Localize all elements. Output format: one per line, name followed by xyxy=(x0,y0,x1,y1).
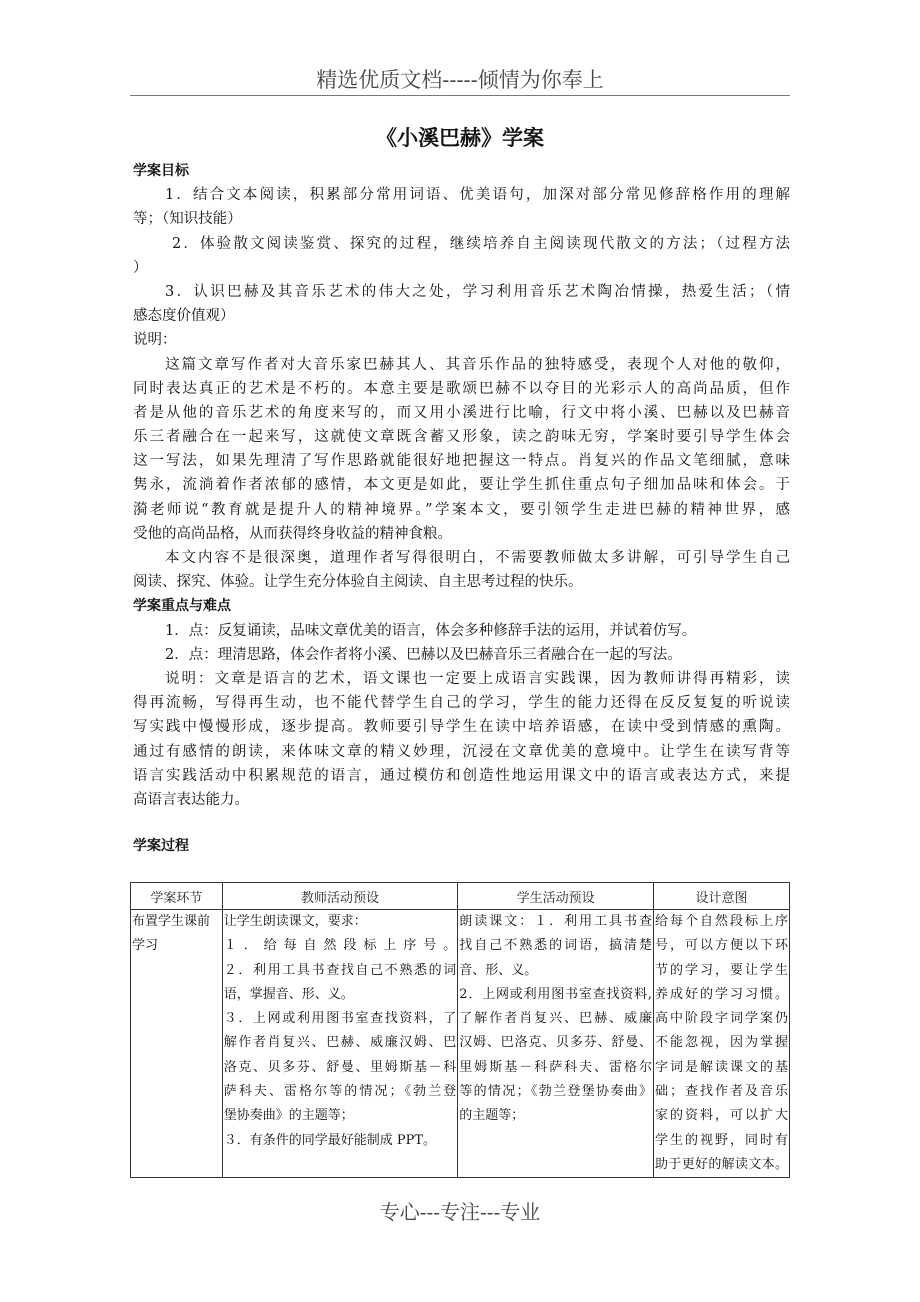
cell-line: 家的资料，可以扩大 xyxy=(655,1108,788,1124)
page-footer: 专心---专注---专业 xyxy=(379,1200,541,1224)
cell-student-activity xyxy=(458,910,654,1178)
cell-line: 学生的视野，同时有 xyxy=(655,1132,788,1148)
section-heading-process: 学案过程 xyxy=(133,838,189,854)
cell-line: 堡协奏曲》的主题等； xyxy=(223,1108,354,1124)
cell-line: 音、形、义。 xyxy=(459,962,538,978)
cell-line: １．给每自然段标上序号。 xyxy=(223,938,457,954)
goal-line: 感态度价值观） xyxy=(133,308,235,325)
goal-line: 1．结合文本阅读，积累部分常用词语、优美语句，加深对部分常见修辞格作用的理解 xyxy=(165,187,790,204)
cell-line: 了解作者肖复兴、巴赫、威廉 xyxy=(459,1011,653,1027)
explain-line: 漪老师说“教育就是提升人的精神境界。”学案本文，要引领学生走进巴赫的精神世界，感 xyxy=(133,501,790,518)
explain-line: 同时表达真正的艺术是不朽的。本意主要是歌颂巴赫不以夺目的光彩示人的高尚品质，但作 xyxy=(133,380,790,397)
explain-line: 这篇文章写作者对大音乐家巴赫其人、其音乐作品的独特感受，表现个人对他的敬仰， xyxy=(165,356,790,373)
cell-teacher-activity xyxy=(222,910,458,1178)
table-row xyxy=(131,910,790,1178)
cell-line: 语，掌握音、形、义。 xyxy=(223,986,354,1002)
header-rule xyxy=(130,95,790,96)
section-heading-key-points: 学案重点与难点 xyxy=(133,598,231,615)
key-point-line: 语言实践活动中积累规范的语言，通过模仿和创造性地运用课文中的语言或表达方式，来提 xyxy=(133,767,790,784)
key-point-line: 1．点：反复诵读，品味文章优美的语言，体会多种修辞手法的运用，并试着仿写。 xyxy=(165,622,697,639)
goal-line: 等；（知识技能） xyxy=(133,211,242,228)
goal-line: 2．体验散文阅读鉴赏、探究的过程，继续培养自主阅读现代散文的方法；（过程方法 xyxy=(172,235,790,252)
cell-line: 汉姆、巴洛克、贝多芬、舒曼、 xyxy=(459,1035,653,1051)
cell-line: 布置学生课前 xyxy=(132,914,211,929)
explain-heading: 说明： xyxy=(133,332,177,349)
cell-line: 解作者肖复兴、巴赫、威廉汉姆、巴 xyxy=(223,1035,457,1051)
explain-line: 本文内容不是很深奥，道理作者写得很明白，不需要教师做太多讲解，可引导学生自己 xyxy=(165,550,790,566)
explain-line: 隽永，流淌着作者浓郁的感情，本文更是如此，要让学生抓住重点句子细加品味和体会。于 xyxy=(133,477,790,494)
cell-line: 2．上网或利用图书室查找资料, xyxy=(459,986,653,1002)
cell-line: 里姆斯基－科萨科夫、雷格尔 xyxy=(459,1059,653,1075)
cell-line: 萨科夫、雷格尔等的情况；《勃兰登 xyxy=(223,1084,457,1100)
cell-line: 高中阶段字词学案仍 xyxy=(655,1011,788,1027)
goal-line: ） xyxy=(133,259,148,276)
explain-line: 受他的高尚品格，从而获得终身收益的精神食粮。 xyxy=(133,525,452,542)
cell-stage xyxy=(131,910,223,1178)
explain-line: 者是从他的音乐艺术的角度来写的，而又用小溪进行比喻，行文中将小溪、巴赫以及巴赫音 xyxy=(133,404,790,421)
cell-line: 给每个自然段标上序 xyxy=(655,914,788,929)
column-header: 设计意图 xyxy=(654,883,790,910)
cell-line: 助于更好的解读文本。 xyxy=(655,1156,788,1172)
key-point-line: 通过有感情的朗读，来体味文章的精义妙理，沉浸在文章优美的意境中。让学生在读写背等 xyxy=(133,743,790,760)
cell-line: 学习 xyxy=(132,938,159,954)
key-point-line: 写实践中慢慢形成，逐步提高。教师要引导学生在读中培养语感，在读中受到情感的熏陶。 xyxy=(133,719,790,736)
cell-design-intent xyxy=(654,910,790,1178)
page-header: 精选优质文档-----倾情为你奉上 xyxy=(316,68,604,92)
cell-line: 等的情况；《勃兰登堡协奏曲》 xyxy=(459,1084,653,1100)
key-point-line: 高语言表达能力。 xyxy=(133,791,249,808)
cell-line: 朗读课文：１．利用工具书查 xyxy=(459,914,653,929)
cell-line: ３．有条件的同学最好能制成 PPT。 xyxy=(223,1132,437,1148)
goal-line: 3．认识巴赫及其音乐艺术的伟大之处，学习利用音乐艺术陶冶情操，热爱生活；（情 xyxy=(165,283,790,300)
column-header: 学生活动预设 xyxy=(458,883,654,910)
cell-line: 号，可以方便以下环 xyxy=(655,938,788,954)
cell-line: 不能忽视，因为掌握 xyxy=(655,1035,788,1051)
section-heading-goals: 学案目标 xyxy=(133,163,189,179)
key-point-line: 说明：文章是语言的艺术，语文课也一定要上成语言实践课，因为教师讲得再精彩，读 xyxy=(165,670,790,687)
process-table xyxy=(130,882,790,1178)
cell-line: ３．上网或利用图书室查找资料，了 xyxy=(223,1011,457,1027)
key-point-line: 得再流畅，写得再生动，也不能代替学生自己的学习，学生的能力还得在反反复复的听说读 xyxy=(133,695,790,712)
column-header: 学案环节 xyxy=(131,883,223,910)
cell-line: 找自己不熟悉的词语，搞清楚 xyxy=(459,938,653,954)
explain-line: 乐三者融合在一起来写，这就使文章既含蓄又形象，读之韵味无穷，学案时要引导学生体会 xyxy=(133,429,790,446)
table-header-row xyxy=(131,883,790,910)
explain-line: 这一写法，如果先理清了写作思路就能很好地把握这一特点。肖复兴的作品文笔细腻，意味 xyxy=(133,453,790,470)
cell-line: 字词是解读课文的基 xyxy=(655,1059,788,1075)
key-point-line: 2．点：理清思路，体会作者将小溪、巴赫以及巴赫音乐三者融合在一起的写法。 xyxy=(165,646,682,663)
cell-line: 节的学习，要让学生 xyxy=(655,962,788,978)
document-body xyxy=(133,159,790,812)
cell-line: ２．利用工具书查找自己不熟悉的词 xyxy=(223,962,457,978)
cell-line: 的主题等； xyxy=(459,1108,525,1124)
cell-line: 让学生朗读课文，要求： xyxy=(223,914,367,929)
explain-line: 阅读、探究、体验。让学生充分体验自主阅读、自主思考过程的快乐。 xyxy=(133,574,583,591)
cell-line: 础；查找作者及音乐 xyxy=(655,1084,788,1100)
cell-line: 洛克、贝多芬、舒曼、里姆斯基－科 xyxy=(223,1059,457,1075)
document-title: 《小溪巴赫》学案 xyxy=(376,126,544,150)
column-header: 教师活动预设 xyxy=(222,883,458,910)
cell-line: 养成好的学习习惯。 xyxy=(655,986,788,1002)
